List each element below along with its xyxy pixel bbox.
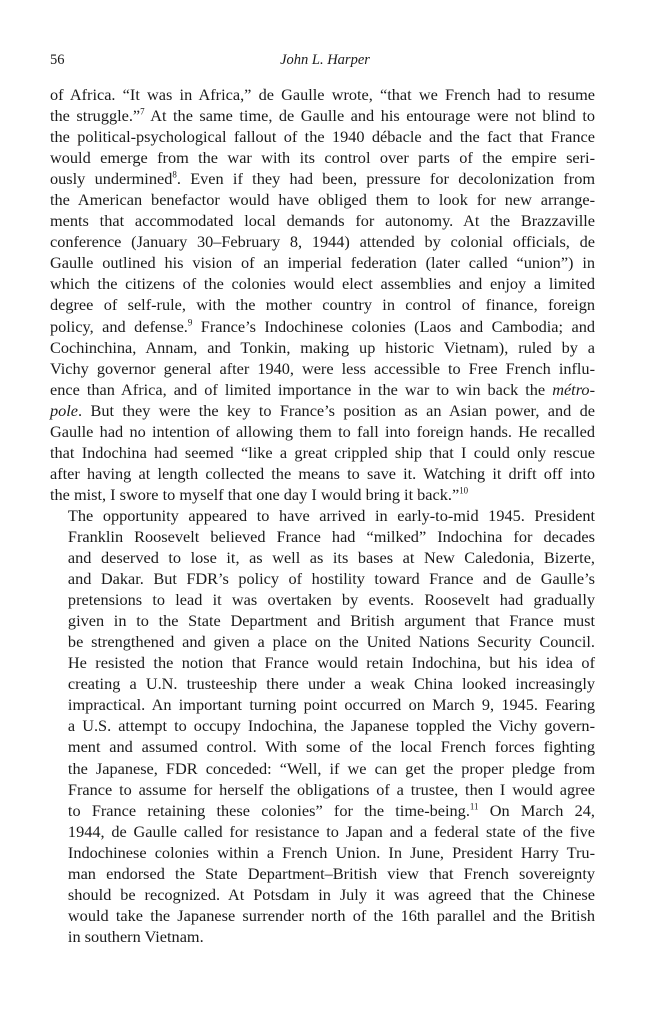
text-line: creating a U.N. trusteeship there under a weak China looked increasingly xyxy=(67,674,595,694)
footnote-marker: 7 xyxy=(140,106,145,117)
footnote-marker: 9 xyxy=(187,316,193,327)
text-line: The opportunity appeared to have arrived in early-to-mid 1945. President xyxy=(67,505,595,525)
text-line: degree of self-rule, with the mother country in control of finance, foreign xyxy=(50,295,595,315)
text-line: Vichy governor general after 1940, were less accessible to Free French influ- xyxy=(50,358,595,378)
text-line: Franklin Roosevelt believed France had “milked” Indochina for decades xyxy=(67,526,595,546)
text-line: would take the Japanese surrender north of the 16th parallel and the British xyxy=(67,905,595,925)
text-line: pretensions to lead it was overtaken by events. Roosevelt had gradually xyxy=(67,590,595,610)
text-line: and Dakar. But FDR’s policy of hostility toward France and de Gaulle’s xyxy=(67,569,595,589)
text-line: ment and assumed control. With some of the local French forces fighting xyxy=(67,737,595,757)
paragraph xyxy=(50,505,595,947)
text-line: be strengthened and given a place on the United Nations Security Council. xyxy=(67,632,595,652)
text-line: conference (January 30–February 8, 1944) attended by colonial officials, de xyxy=(50,232,595,252)
text-line: a U.S. attempt to occupy Indochina, the Japanese toppled the Vichy govern- xyxy=(67,716,595,736)
text-line: and deserved to lose it, as well as its bases at New Caledonia, Bizerte, xyxy=(67,548,595,568)
text-line: that Indochina had seemed “like a great crippled ship that I could only rescue xyxy=(50,442,595,462)
paragraph xyxy=(50,84,595,505)
text-line: Gaulle had no intention of allowing them to fall into foreign hands. He recalled xyxy=(50,421,595,441)
running-head: John L. Harper xyxy=(280,52,370,68)
page-header xyxy=(50,50,600,70)
text-line: should be recognized. At Potsdam in July it was agreed that the Chinese xyxy=(67,884,595,904)
text-line: after having at length collected the means to save it. Watching it drift off into xyxy=(50,463,595,483)
text-line: ence than Africa, and of limited importance in the war to win back the métro- xyxy=(50,379,595,399)
text-line: France to assume for herself the obligations of a trustee, then I would agree xyxy=(67,779,595,799)
text-line: the mist, I swore to myself that one day I would bring it back.”$^{10}$ xyxy=(50,484,469,504)
text-line: Indochinese colonies within a French Union. In June, President Harry Tru- xyxy=(67,842,595,862)
text-line: which the citizens of the colonies would elect assemblies and enjoy a limited xyxy=(50,274,595,294)
text-line: Cochinchina, Annam, and Tonkin, making up historic Vietnam), ruled by a xyxy=(50,337,595,357)
text-line: ments that accommodated local demands for autonomy. At the Brazzaville xyxy=(50,211,595,231)
text-line: given in to the State Department and British argument that France must xyxy=(67,611,595,631)
footnote-marker: 10 xyxy=(459,485,469,496)
text-line: of Africa. “It was in Africa,” de Gaulle wrote, “that we French had to resume xyxy=(50,85,595,104)
footnote-marker: 8 xyxy=(172,169,177,180)
text-line: would emerge from the war with its control over parts of the empire seri- xyxy=(50,148,595,168)
text-line: impractical. An important turning point occurred on March 9, 1945. Fearing xyxy=(67,695,595,715)
text-line: Gaulle outlined his vision of an imperial federation (later called “union”) in xyxy=(50,253,595,273)
text-line: He resisted the notion that France would retain Indochina, but his idea of xyxy=(67,653,595,673)
body-text xyxy=(50,84,595,947)
text-line: the American benefactor would have obliged them to look for new arrange- xyxy=(50,190,595,210)
text-line: 1944, de Gaulle called for resistance to Japan and a federal state of the five xyxy=(67,821,595,841)
footnote-marker: 11 xyxy=(469,800,479,811)
text-line: the political-psychological fallout of the 1940 débacle and the fact that France xyxy=(50,127,595,147)
text-line: policy, and defense.$^9$ France’s Indochinese colonies (Laos and Cambodia; and xyxy=(50,316,595,336)
page-number: 56 xyxy=(50,52,65,68)
text-line: man endorsed the State Department–British view that French sovereignty xyxy=(67,863,595,883)
text-line: pole. But they were the key to France’s position as an Asian power, and de xyxy=(50,400,595,420)
text-line: the Japanese, FDR conceded: “Well, if we can get the proper pledge from xyxy=(67,758,595,778)
text-line: to France retaining these colonies” for the time-being.$^{11}$ On March 24, xyxy=(67,800,595,820)
text-line: the struggle.”$^7$ At the same time, de Gaulle and his entourage were not blind to xyxy=(50,106,595,126)
text-line: ously undermined$^8$. Even if they had been, pressure for decolonization from xyxy=(50,169,595,189)
text-line: in southern Vietnam. xyxy=(67,926,204,946)
